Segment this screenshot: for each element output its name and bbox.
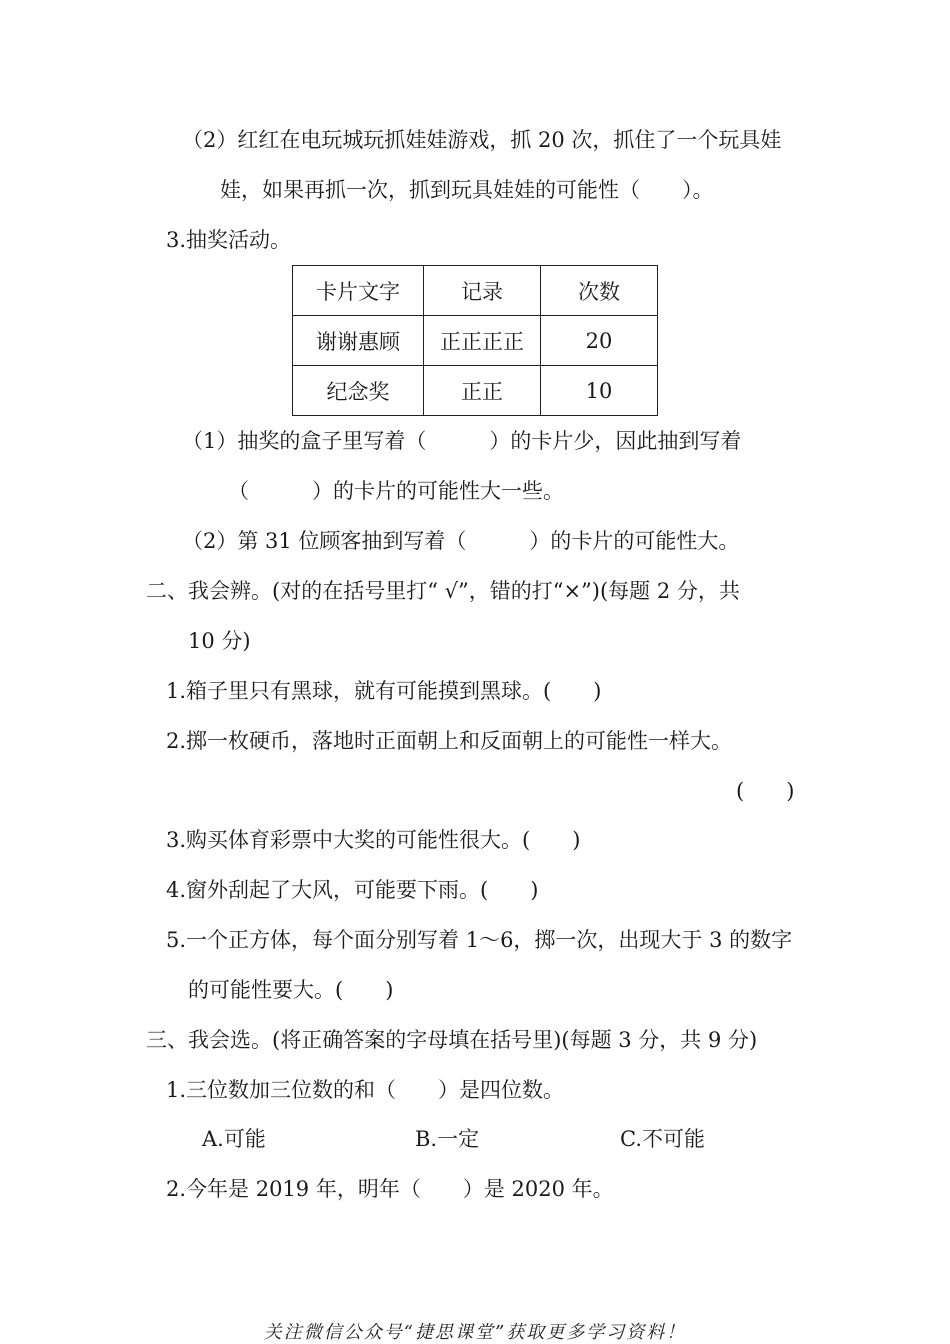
table-header-cell: 次数	[541, 266, 658, 316]
q2-line2: 娃，如果再抓一次，抓到玩具娃娃的可能性（ ）。	[220, 178, 714, 202]
judge-item-5-line1: 5.一个正方体，每个面分别写着 1～6，掷一次，出现大于 3 的数字	[166, 928, 793, 952]
table-cell: 正正	[424, 366, 541, 416]
choice-q1-option-b: B.一定	[415, 1127, 480, 1151]
lottery-table	[292, 265, 658, 416]
table-cell: 谢谢惠顾	[293, 316, 424, 366]
section2-heading-line2: 10 分)	[188, 629, 251, 653]
table-header-cell: 记录	[424, 266, 541, 316]
q3-2: （2）第 31 位顾客抽到写着（ ）的卡片的可能性大。	[182, 529, 740, 553]
q2-line1: （2）红红在电玩城玩抓娃娃游戏，抓 20 次，抓住了一个玩具娃	[182, 128, 782, 152]
q3-title: 3.抽奖活动。	[166, 228, 292, 252]
table-header-row	[293, 266, 658, 316]
table-row	[293, 366, 658, 416]
choice-q1-option-c: C.不可能	[620, 1127, 705, 1151]
judge-item-4: 4.窗外刮起了大风，可能要下雨。( )	[166, 878, 539, 902]
table-cell: 纪念奖	[293, 366, 424, 416]
table-cell: 10	[541, 366, 658, 416]
judge-item-1: 1.箱子里只有黑球，就有可能摸到黑球。( )	[166, 679, 602, 703]
judge-item-2: 2.掷一枚硬币，落地时正面朝上和反面朝上的可能性一样大。	[166, 729, 733, 753]
table-cell: 20	[541, 316, 658, 366]
judge-item-5-line2: 的可能性要大。( )	[188, 978, 394, 1002]
table-row	[293, 316, 658, 366]
choice-q1-option-a: A.可能	[202, 1127, 266, 1151]
choice-q1: 1.三位数加三位数的和（ ）是四位数。	[166, 1078, 565, 1102]
q3-1-line2: （ ）的卡片的可能性大一些。	[228, 479, 564, 503]
section2-heading-line1: 二、我会辨。(对的在括号里打“ √”，错的打“×”)(每题 2 分，共	[146, 579, 740, 603]
table-header-cell: 卡片文字	[293, 266, 424, 316]
footer-note: 关注微信公众号“捷思课堂”获取更多学习资料！	[263, 1322, 687, 1343]
section3-heading: 三、我会选。(将正确答案的字母填在括号里)(每题 3 分，共 9 分)	[146, 1028, 758, 1052]
table-cell: 正正正正	[424, 316, 541, 366]
judge-item-3: 3.购买体育彩票中大奖的可能性很大。( )	[166, 828, 581, 852]
judge-item-2-blank: ( )	[736, 779, 795, 803]
q3-1-line1: （1）抽奖的盒子里写着（ ）的卡片少，因此抽到写着	[182, 429, 742, 453]
choice-q2: 2.今年是 2019 年，明年（ ）是 2020 年。	[166, 1177, 614, 1201]
